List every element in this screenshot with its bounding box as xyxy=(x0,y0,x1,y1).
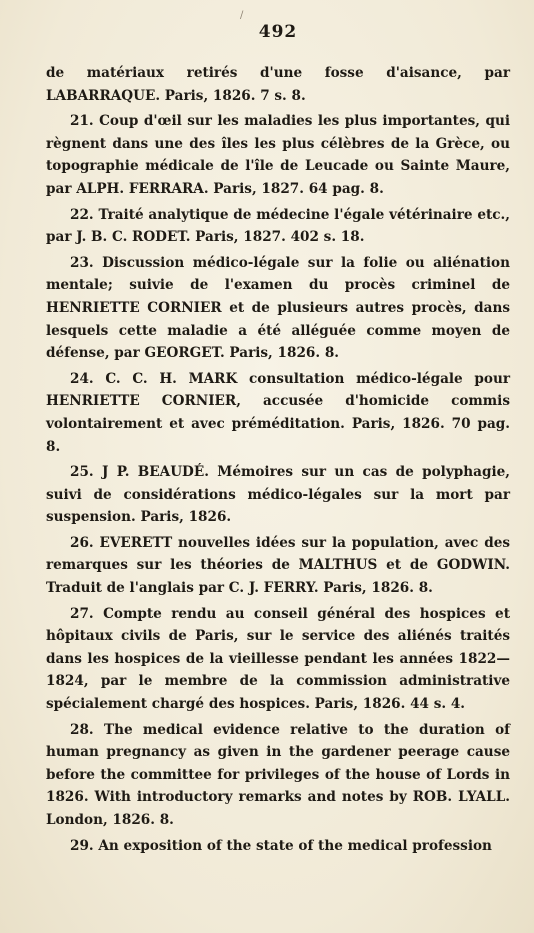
bibliography-entry-22: 22. Traité analytique de médecine l'égale vétérinaire etc., par J. B. C. RODET. Paris, 1827. 402 s. 18. xyxy=(46,206,510,246)
bibliography-list xyxy=(46,62,510,857)
bibliography-entry-28: 28. The medical evidence relative to the duration of human pregnancy as given in the gardener peerage cause before the committee for privileges of the house of Lords in 1826. With introductory remarks and notes by ROB. LYALL. London, 1826. 8. xyxy=(46,721,510,828)
bibliography-entry-27: 27. Compte rendu au conseil général des hospices et hôpitaux civils de Paris, sur le service des aliénés traités dans les hospices de la vieillesse pendant les années 1822—1824, par le membre de la commission administrative spécialement chargé des hospices. Paris, 1826. 44 s. 4. xyxy=(46,605,510,713)
bibliography-entry-23: 23. Discussion médico-légale sur la folie ou aliénation mentale; suivie de l'examen du procès criminel de HENRIETTE CORNIER et de plusieurs autres procès, dans lesquels cette maladie a été alléguée comme moyen de défense, par GEORGET. Paris, 1826. 8. xyxy=(46,254,510,362)
bibliography-entry-21: 21. Coup d'œil sur les maladies les plus importantes, qui règnent dans une des îles les plus célèbres de la Grèce, ou topographie médicale de l'île de Leucade ou Sainte Maure, par ALPH. FERRARA. Paris, 1827. 64 pag. 8. xyxy=(46,113,510,197)
page-number: 492 xyxy=(258,22,298,42)
bibliography-entry-continuation: de matériaux retirés d'une fosse d'aisance, par LABARRAQUE. Paris, 1826. 7 s. 8. xyxy=(46,65,510,104)
bibliography-entry-26: 26. EVERETT nouvelles idées sur la population, avec des remarques sur les théories de MALTHUS et de GODWIN. Traduit de l'anglais par C. J. FERRY. Paris, 1826. 8. xyxy=(46,534,510,597)
bibliography-entry-25: 25. J P. BEAUDÉ. Mémoires sur un cas de polyphagie, suivi de considérations médico-légales sur la mort par suspension. Paris, 1826. xyxy=(46,464,510,526)
page-mark: / xyxy=(240,10,244,21)
bibliography-entry-24: 24. C. C. H. MARK consultation médico-légale pour HENRIETTE CORNIER, accusée d'homicide commis volontairement et avec préméditation. Paris, 1826. 70 pag. 8. xyxy=(46,370,510,455)
bibliography-entry-29: 29. An exposition of the state of the medical profession xyxy=(70,837,492,854)
